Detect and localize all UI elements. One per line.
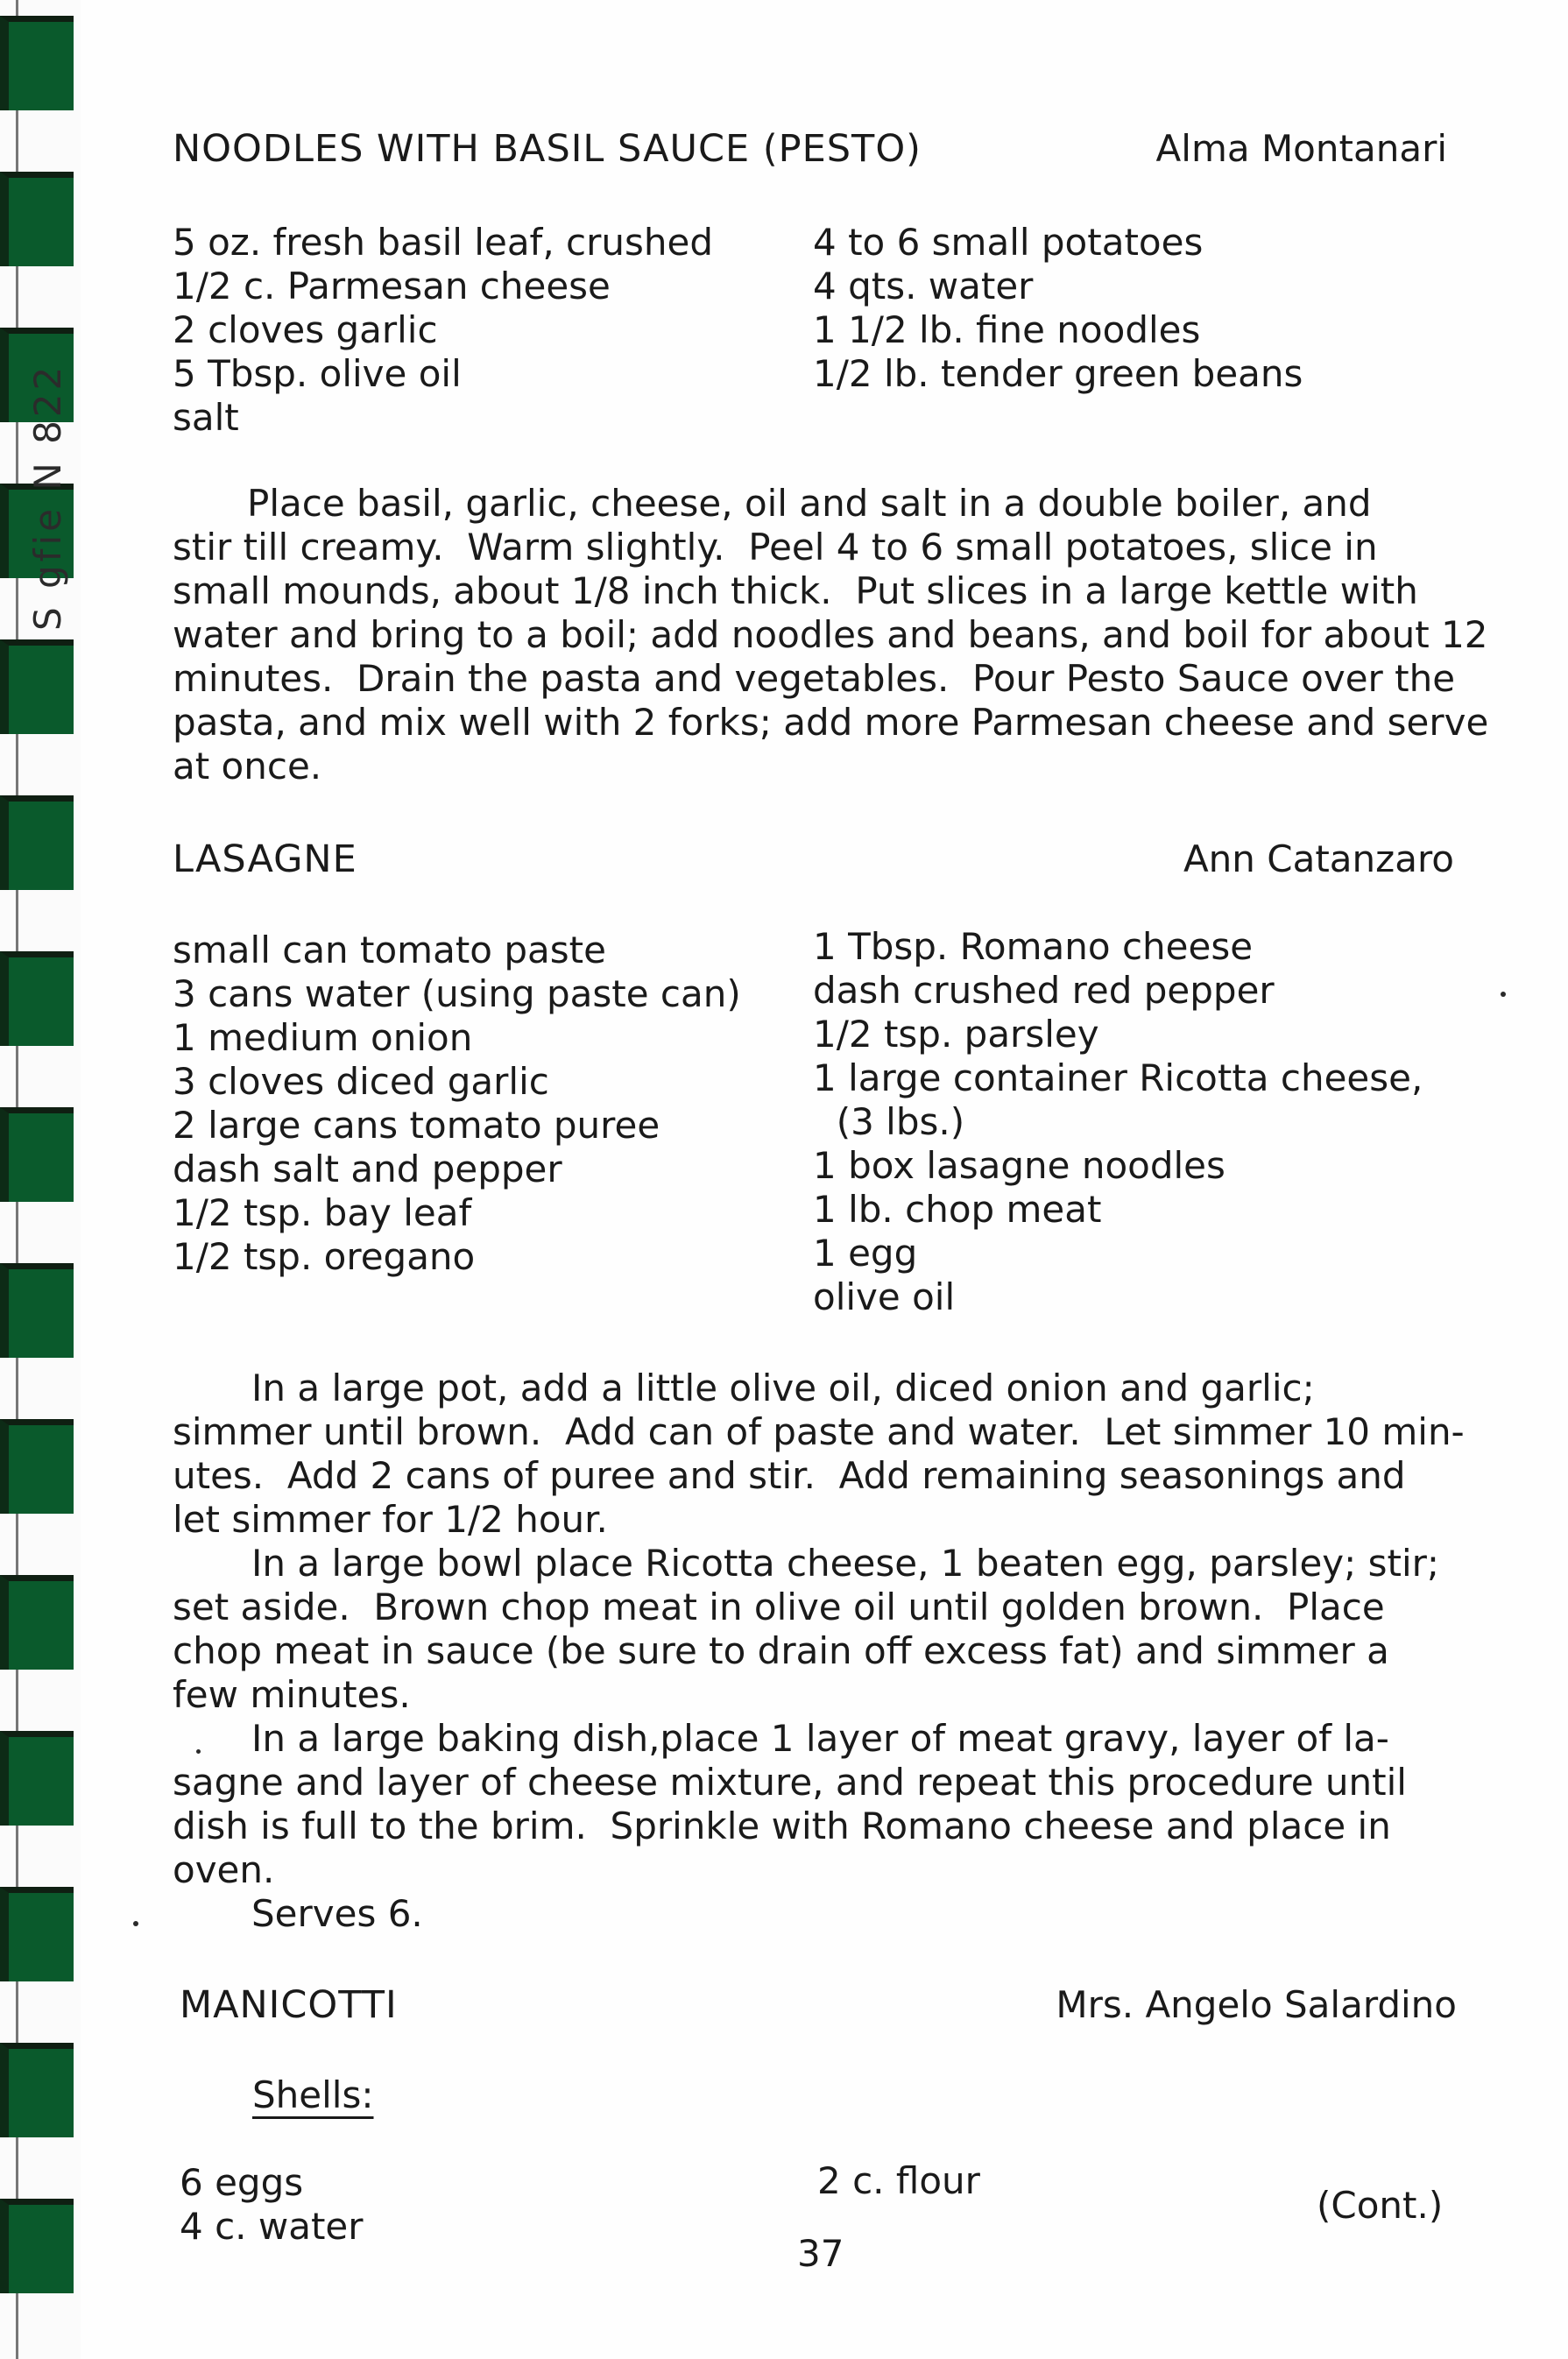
- lasagne-ingredients-left: [173, 929, 741, 1279]
- instruction-line: pasta, and mix well with 2 forks; add more Parmesan cheese and serve: [173, 701, 1489, 744]
- instruction-line: let simmer for 1/2 hour.: [173, 1498, 608, 1541]
- recipe-title-manicotti: MANICOTTI: [180, 1983, 398, 2027]
- ingredient-line: 4 qts. water: [813, 265, 1034, 307]
- ingredient-line: 1/2 tsp. bay leaf: [173, 1191, 472, 1234]
- instruction-line: In a large baking dish,place 1 layer of meat gravy, layer of la-: [251, 1717, 1389, 1760]
- lasagne-instructions: [173, 1367, 1465, 1936]
- pesto-ingredients-left: [173, 221, 713, 440]
- instruction-line: utes. Add 2 cans of puree and stir. Add remaining seasonings and: [173, 1454, 1406, 1497]
- spine-label: S gfie N 822: [26, 363, 69, 631]
- ingredient-line: 1 box lasagne noodles: [813, 1144, 1225, 1187]
- manicotti-ingredients-right: [817, 2159, 980, 2203]
- manicotti-shells-subheading: Shells:: [252, 2073, 374, 2116]
- recipe-title-lasagne: LASAGNE: [173, 837, 357, 881]
- continued-note: (Cont.): [1317, 2184, 1444, 2227]
- instruction-line: stir till creamy. Warm slightly. Peel 4 to 6 small potatoes, slice in: [173, 526, 1378, 569]
- ingredient-line: 4 to 6 small potatoes: [813, 221, 1204, 264]
- ingredient-line: 1 egg: [813, 1232, 918, 1275]
- ingredient-line: salt: [173, 396, 239, 439]
- ingredient-line: 2 c. flour: [817, 2159, 980, 2202]
- ingredient-line: 2 cloves garlic: [173, 308, 438, 351]
- ingredient-line: 3 cans water (using paste can): [173, 972, 741, 1015]
- instruction-line: minutes. Drain the pasta and vegetables. Pour Pesto Sauce over the: [173, 657, 1456, 700]
- ingredient-line: 6 eggs: [180, 2161, 304, 2204]
- instruction-line: dish is full to the brim. Sprinkle with Romano cheese and place in: [173, 1805, 1391, 1847]
- ingredient-line: 1 Tbsp. Romano cheese: [813, 925, 1254, 968]
- instruction-line: oven.: [173, 1848, 275, 1891]
- ingredient-line: 1 1/2 lb. fine noodles: [813, 308, 1201, 351]
- manicotti-ingredients-left: [180, 2161, 364, 2249]
- instruction-line: water and bring to a boil; add noodles and beans, and boil for about 12: [173, 613, 1488, 656]
- scan-speck: [133, 1921, 138, 1926]
- instruction-line: small mounds, about 1/8 inch thick. Put slices in a large kettle with: [173, 569, 1418, 612]
- ingredient-line: dash salt and pepper: [173, 1148, 562, 1190]
- instruction-line: few minutes.: [173, 1673, 411, 1716]
- ingredient-line: 1/2 tsp. oregano: [173, 1235, 476, 1278]
- scan-speck: [1501, 992, 1506, 997]
- instruction-line: at once.: [173, 745, 322, 788]
- instruction-line: In a large pot, add a little olive oil, diced onion and garlic;: [251, 1367, 1315, 1409]
- page-number: 37: [797, 2232, 844, 2275]
- instruction-line: set aside. Brown chop meat in olive oil until golden brown. Place: [173, 1586, 1385, 1628]
- instruction-line: sagne and layer of cheese mixture, and repeat this procedure until: [173, 1761, 1407, 1804]
- ingredient-line: dash crushed red pepper: [813, 969, 1275, 1012]
- recipe-author-pesto: Alma Montanari: [1155, 127, 1447, 170]
- ingredient-line: 2 large cans tomato puree: [173, 1104, 660, 1147]
- recipe-title-pesto: NOODLES WITH BASIL SAUCE (PESTO): [173, 127, 922, 171]
- ingredient-line: 4 c. water: [180, 2205, 364, 2248]
- ingredient-line: 1 medium onion: [173, 1016, 473, 1059]
- recipe-author-lasagne: Ann Catanzaro: [1183, 837, 1454, 880]
- ingredient-line: 1 large container Ricotta cheese,: [813, 1056, 1423, 1099]
- pesto-instructions: [173, 482, 1488, 788]
- lasagne-ingredients-right: [813, 925, 1423, 1319]
- pesto-ingredients-right: [813, 221, 1303, 396]
- ingredient-line: small can tomato paste: [173, 929, 606, 971]
- ingredient-line: 1 lb. chop meat: [813, 1188, 1102, 1231]
- scan-speck: [196, 1749, 201, 1754]
- ingredient-line: 5 oz. fresh basil leaf, crushed: [173, 221, 714, 264]
- recipe-author-manicotti: Mrs. Angelo Salardino: [1056, 1983, 1457, 2026]
- ingredient-line: 1/2 c. Parmesan cheese: [173, 265, 611, 307]
- instruction-line: simmer until brown. Add can of paste and water. Let simmer 10 min-: [173, 1410, 1465, 1453]
- ingredient-line: 5 Tbsp. olive oil: [173, 352, 462, 395]
- ingredient-line: 1/2 lb. tender green beans: [813, 352, 1303, 395]
- ingredient-line: olive oil: [813, 1275, 956, 1318]
- instruction-line: In a large bowl place Ricotta cheese, 1 beaten egg, parsley; stir;: [251, 1542, 1440, 1585]
- instruction-line: chop meat in sauce (be sure to drain off excess fat) and simmer a: [173, 1629, 1389, 1672]
- ingredient-line: 3 cloves diced garlic: [173, 1060, 549, 1103]
- instruction-line: Place basil, garlic, cheese, oil and salt in a double boiler, and: [247, 482, 1372, 525]
- ingredient-line: (3 lbs.): [813, 1100, 965, 1143]
- instruction-line: Serves 6.: [251, 1892, 423, 1935]
- ingredient-line: 1/2 tsp. parsley: [813, 1013, 1099, 1056]
